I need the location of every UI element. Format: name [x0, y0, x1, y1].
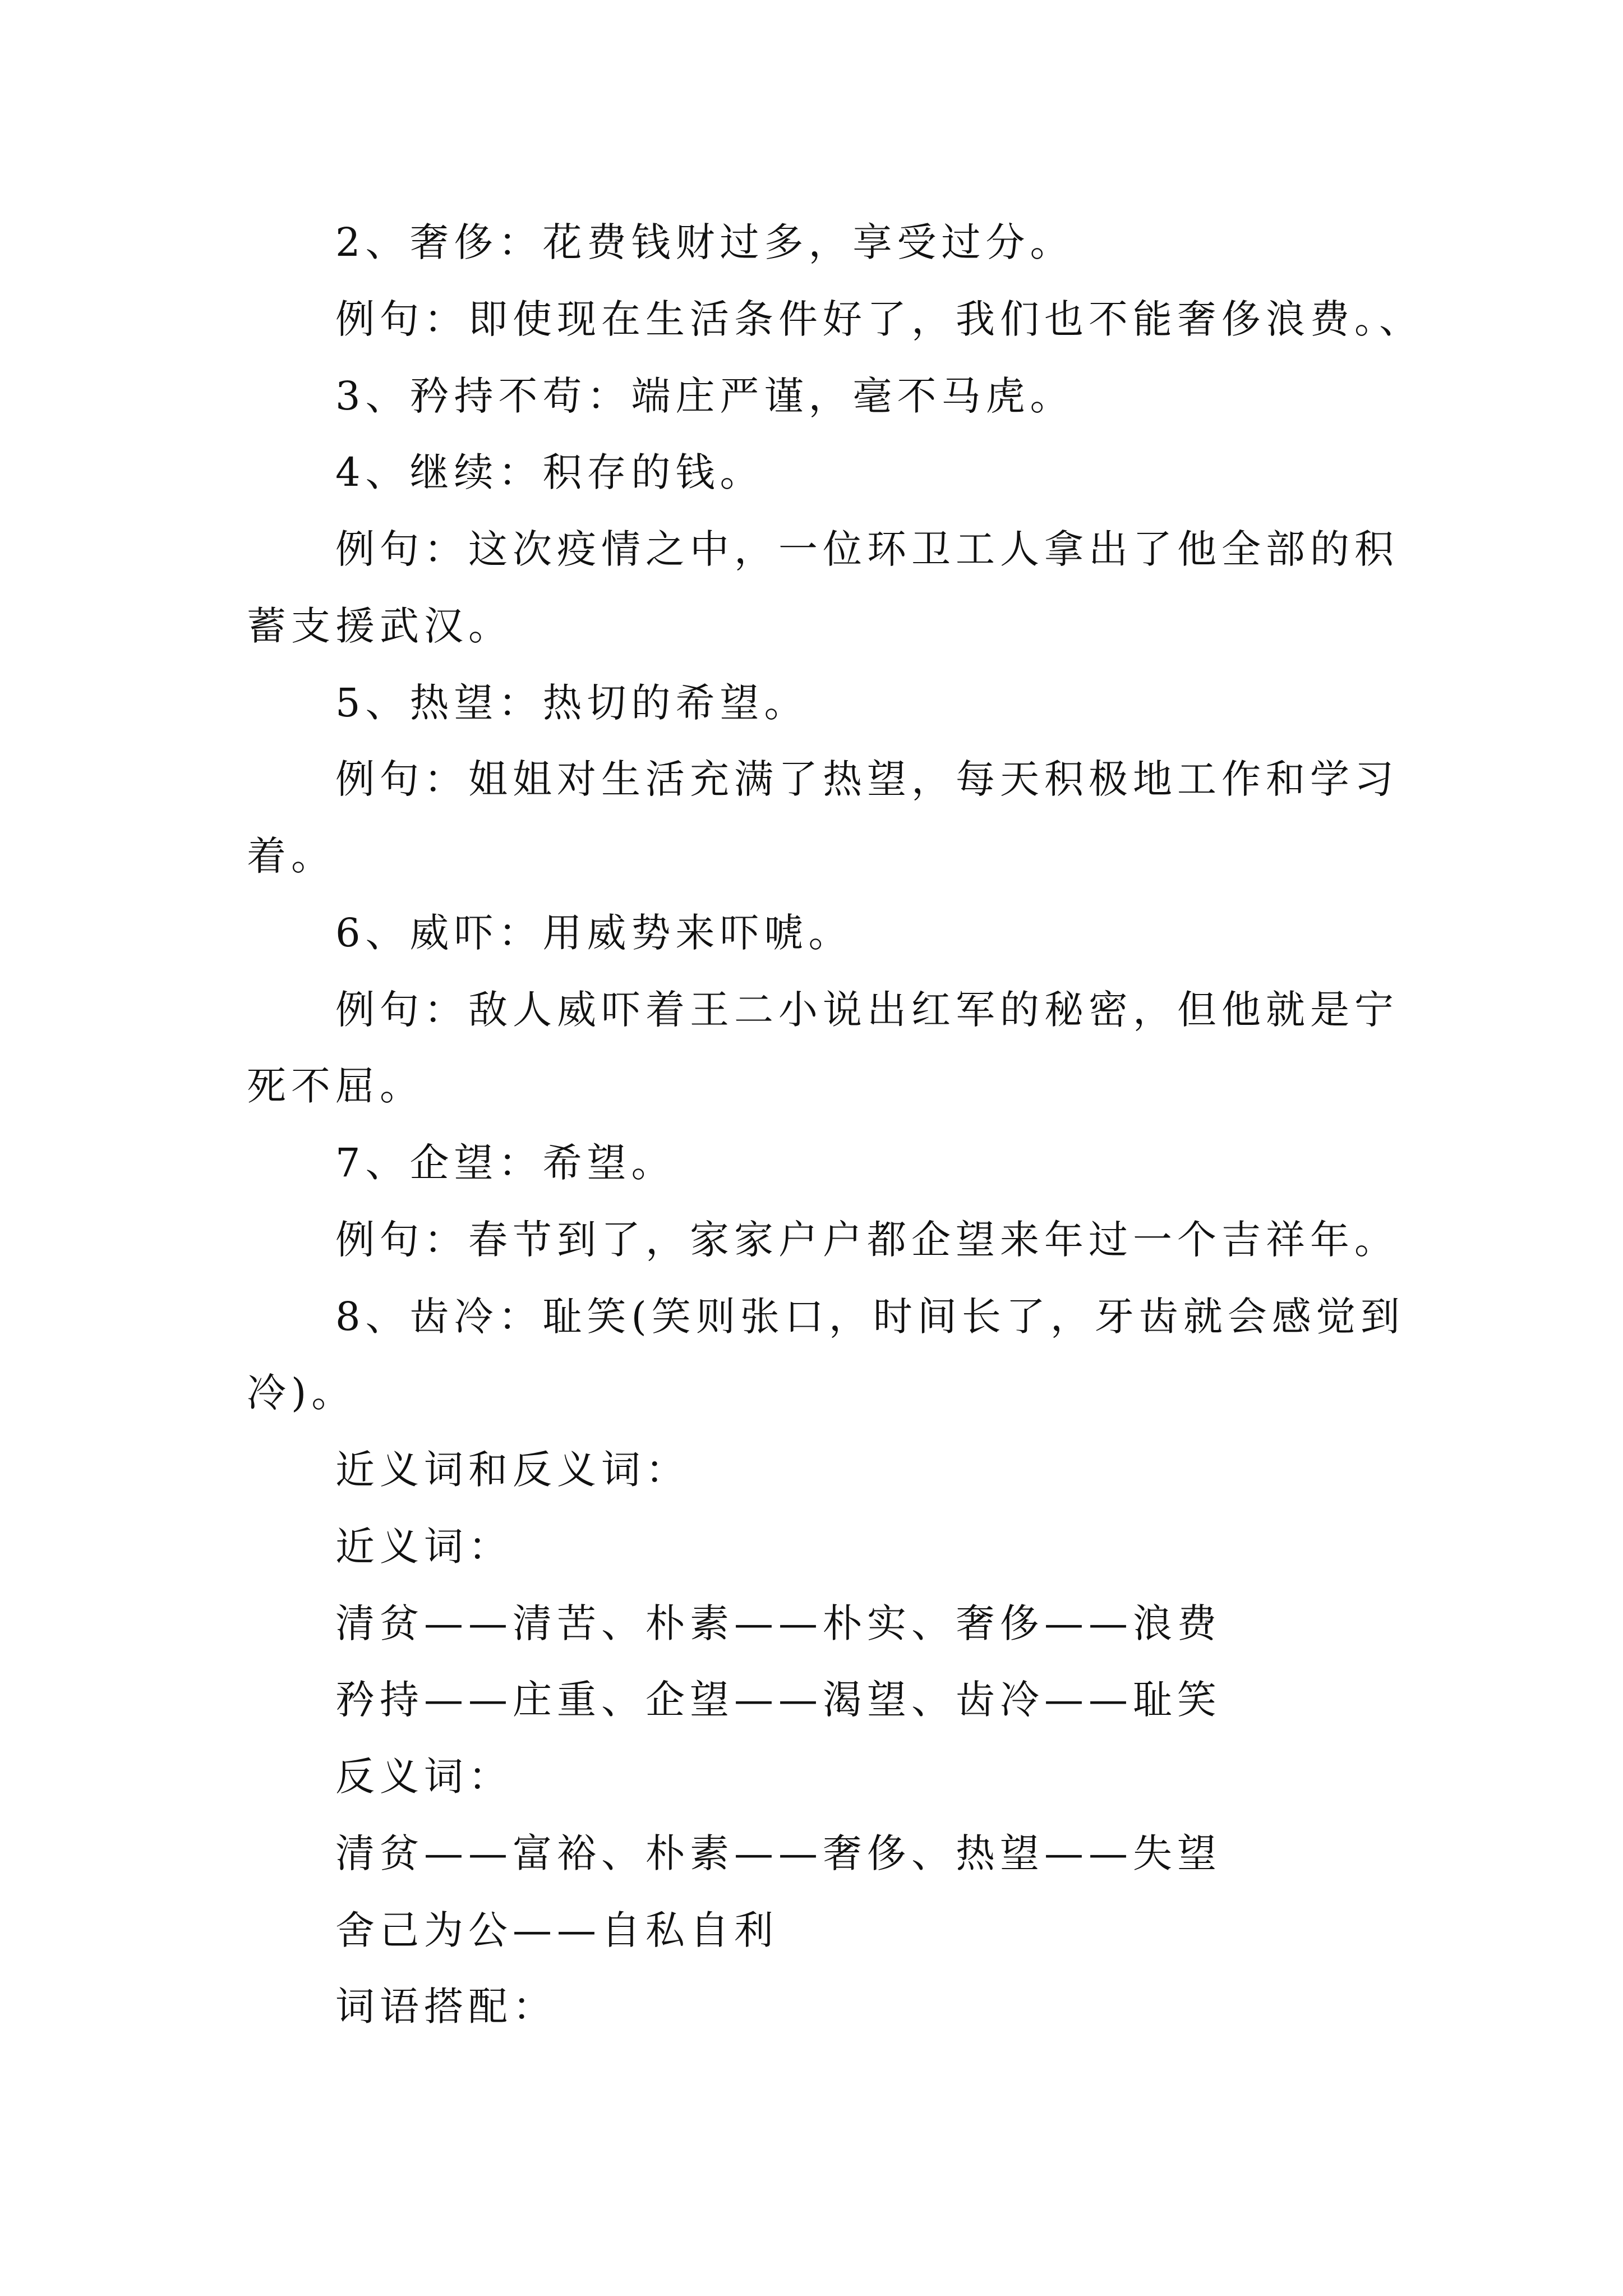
- definition-line-continued: 冷)。: [247, 1370, 356, 1416]
- definition-line-3: 3、矜持不苟：端庄严谨，毫不马虎。: [335, 373, 1075, 419]
- definition-line-4: 4、继续：积存的钱。: [335, 449, 764, 495]
- definition-line-8: 8、齿冷：耻笑(笑则张口，时间长了，牙齿就会感觉到: [335, 1294, 1405, 1340]
- example-sentence-continued: 蓄支援武汉。: [247, 603, 513, 649]
- example-sentence: 例句：春节到了，家家户户都企望来年过一个吉祥年。: [335, 1217, 1399, 1263]
- antonym-pairs: 清贫——富裕、朴素——奢侈、热望——失望: [335, 1830, 1221, 1876]
- synonym-pairs: 清贫——清苦、朴素——朴实、奢侈——浪费: [335, 1600, 1221, 1646]
- subheading-synonyms: 近义词：: [335, 1524, 513, 1570]
- synonym-pairs: 矜持——庄重、企望——渴望、齿冷——耻笑: [335, 1677, 1221, 1723]
- section-heading-synonyms-antonyms: 近义词和反义词：: [335, 1447, 690, 1493]
- section-heading-word-collocation: 词语搭配：: [335, 1984, 557, 2030]
- antonym-pairs: 舍己为公——自私自利: [335, 1907, 778, 1953]
- definition-line-7: 7、企望：希望。: [335, 1140, 676, 1186]
- example-sentence-continued: 着。: [247, 833, 335, 879]
- example-sentence-continued: 死不屈。: [247, 1063, 424, 1109]
- example-sentence: 例句：这次疫情之中，一位环卫工人拿出了他全部的积: [335, 526, 1399, 572]
- subheading-antonyms: 反义词：: [335, 1754, 513, 1800]
- example-sentence: 例句：姐姐对生活充满了热望，每天积极地工作和学习: [335, 756, 1399, 802]
- example-sentence: 例句：敌人威吓着王二小说出红军的秘密，但他就是宁: [335, 987, 1399, 1033]
- definition-line-2: 2、奢侈：花费钱财过多，享受过分。: [335, 219, 1075, 265]
- definition-line-6: 6、威吓：用威势来吓唬。: [335, 910, 853, 956]
- example-sentence: 例句：即使现在生活条件好了，我们也不能奢侈浪费。、: [335, 296, 1423, 342]
- definition-line-5: 5、热望：热切的希望。: [335, 680, 809, 726]
